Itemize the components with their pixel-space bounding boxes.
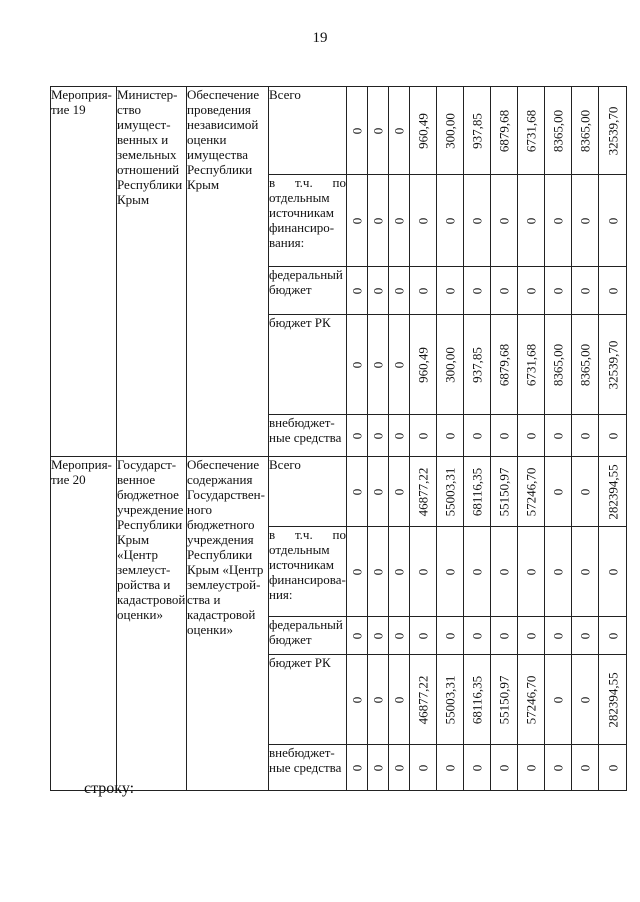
value-cell xyxy=(572,267,599,315)
value-cell xyxy=(491,527,518,617)
value-text: 0 xyxy=(523,632,539,639)
value-cell xyxy=(545,175,572,267)
funding-source-label: федеральный бюджет xyxy=(269,617,347,655)
value-cell xyxy=(464,267,491,315)
table-row xyxy=(51,457,627,527)
executor-cell: Государст-венное бюджетное учреждение Республики Крым «Центр землеуст-ройства и кадастровой оценки» xyxy=(117,457,187,791)
value-text: 6731,68 xyxy=(523,343,539,386)
value-text: 0 xyxy=(550,488,566,495)
value-text: 8365,00 xyxy=(550,343,566,386)
value-cell xyxy=(389,315,410,415)
value-cell xyxy=(545,527,572,617)
value-cell xyxy=(368,315,389,415)
value-cell xyxy=(599,655,627,745)
value-cell xyxy=(599,315,627,415)
value-cell xyxy=(389,617,410,655)
value-cell xyxy=(368,655,389,745)
value-cell xyxy=(389,655,410,745)
funding-source-label: бюджет РК xyxy=(269,655,347,745)
value-text: 960,49 xyxy=(415,112,431,149)
value-text: 960,49 xyxy=(415,346,431,383)
value-text: 0 xyxy=(523,568,539,575)
value-text: 0 xyxy=(370,696,386,703)
value-text: 0 xyxy=(496,568,512,575)
value-text: 282394,55 xyxy=(605,671,620,728)
value-cell xyxy=(518,315,545,415)
value-cell xyxy=(437,175,464,267)
value-text: 0 xyxy=(550,217,566,224)
value-cell xyxy=(410,527,437,617)
value-cell xyxy=(518,745,545,791)
value-text: 282394,55 xyxy=(605,463,620,520)
value-text: 300,00 xyxy=(442,346,458,383)
value-text: 937,85 xyxy=(469,346,485,383)
value-cell xyxy=(437,87,464,175)
value-text: 55150,97 xyxy=(496,467,512,516)
value-cell xyxy=(491,415,518,457)
value-text: 0 xyxy=(577,696,593,703)
value-cell xyxy=(545,315,572,415)
value-cell xyxy=(518,415,545,457)
value-text: 0 xyxy=(605,217,620,224)
value-cell xyxy=(368,745,389,791)
value-text: 0 xyxy=(442,568,458,575)
funding-source-label: федеральный бюджет xyxy=(269,267,347,315)
value-text: 0 xyxy=(370,764,386,771)
value-text: 0 xyxy=(391,764,407,771)
executor-cell: Министер-ство имущест-венных и земельных отношений Республики Крым xyxy=(117,87,187,457)
value-text: 0 xyxy=(391,127,407,134)
value-cell xyxy=(410,655,437,745)
value-text: 8365,00 xyxy=(550,109,566,152)
value-cell xyxy=(518,527,545,617)
value-cell xyxy=(518,655,545,745)
value-text: 0 xyxy=(577,568,593,575)
value-text: 0 xyxy=(550,632,566,639)
value-text: 0 xyxy=(523,287,539,294)
value-cell xyxy=(368,175,389,267)
value-cell xyxy=(389,87,410,175)
value-text: 55003,31 xyxy=(442,467,458,516)
value-cell xyxy=(347,175,368,267)
value-text: 46877,22 xyxy=(415,675,431,724)
value-text: 0 xyxy=(577,488,593,495)
funding-source-label: внебюджет-ные средства xyxy=(269,745,347,791)
value-text: 0 xyxy=(550,287,566,294)
value-cell xyxy=(389,415,410,457)
page-number: 19 xyxy=(312,30,328,46)
footer-text: строку: xyxy=(84,780,135,797)
value-text: 0 xyxy=(496,764,512,771)
value-text: 0 xyxy=(469,568,485,575)
value-cell xyxy=(518,457,545,527)
value-text: 6731,68 xyxy=(523,109,539,152)
value-text: 6879,68 xyxy=(496,109,512,152)
value-text: 32539,70 xyxy=(605,106,620,155)
value-text: 0 xyxy=(370,568,386,575)
value-cell xyxy=(464,617,491,655)
value-text: 0 xyxy=(469,287,485,294)
value-cell xyxy=(410,87,437,175)
value-cell xyxy=(437,527,464,617)
value-cell xyxy=(545,745,572,791)
value-text: 0 xyxy=(349,488,365,495)
value-text: 0 xyxy=(415,632,431,639)
value-cell xyxy=(464,457,491,527)
value-text: 0 xyxy=(442,764,458,771)
value-cell xyxy=(518,87,545,175)
value-cell xyxy=(464,175,491,267)
value-cell xyxy=(572,527,599,617)
value-cell xyxy=(347,415,368,457)
value-cell xyxy=(491,655,518,745)
value-cell xyxy=(599,87,627,175)
value-text: 8365,00 xyxy=(577,109,593,152)
value-text: 0 xyxy=(442,632,458,639)
value-text: 0 xyxy=(550,696,566,703)
value-cell xyxy=(491,175,518,267)
funding-source-label: внебюджет-ные средства xyxy=(269,415,347,457)
value-cell xyxy=(545,87,572,175)
value-text: 0 xyxy=(415,287,431,294)
value-text: 0 xyxy=(442,432,458,439)
value-cell xyxy=(437,267,464,315)
value-text: 0 xyxy=(349,432,365,439)
value-cell xyxy=(347,267,368,315)
value-cell xyxy=(518,267,545,315)
description-cell: Обеспечение содержания Государствен-ного бюджетного учреждения Республики Крым «Центр землеустрой-ства и кадастровой оценки» xyxy=(187,457,269,791)
value-cell xyxy=(410,267,437,315)
value-text: 0 xyxy=(349,361,365,368)
value-text: 0 xyxy=(370,432,386,439)
value-text: 0 xyxy=(469,632,485,639)
event-cell: Мероприя-тие 19 xyxy=(51,87,117,457)
value-cell xyxy=(599,175,627,267)
value-text: 0 xyxy=(577,764,593,771)
value-text: 0 xyxy=(523,217,539,224)
value-text: 0 xyxy=(349,287,365,294)
value-cell xyxy=(368,527,389,617)
value-cell xyxy=(491,87,518,175)
value-cell xyxy=(464,415,491,457)
value-cell xyxy=(464,87,491,175)
value-text: 0 xyxy=(370,488,386,495)
value-cell xyxy=(572,655,599,745)
value-cell xyxy=(545,457,572,527)
value-cell xyxy=(389,267,410,315)
value-cell xyxy=(572,175,599,267)
value-text: 0 xyxy=(577,632,593,639)
value-text: 0 xyxy=(391,287,407,294)
value-text: 0 xyxy=(391,696,407,703)
value-text: 0 xyxy=(391,432,407,439)
value-text: 68116,35 xyxy=(469,467,485,516)
value-cell xyxy=(599,267,627,315)
value-text: 0 xyxy=(415,217,431,224)
value-text: 937,85 xyxy=(469,112,485,149)
value-text: 55150,97 xyxy=(496,675,512,724)
value-text: 0 xyxy=(605,632,620,639)
value-cell xyxy=(347,617,368,655)
value-cell xyxy=(389,745,410,791)
value-cell xyxy=(410,415,437,457)
value-cell xyxy=(347,457,368,527)
value-cell xyxy=(464,315,491,415)
program-table xyxy=(50,86,627,791)
value-cell xyxy=(464,655,491,745)
value-cell xyxy=(572,745,599,791)
value-cell xyxy=(368,267,389,315)
value-cell xyxy=(599,617,627,655)
value-text: 0 xyxy=(577,432,593,439)
value-cell xyxy=(545,617,572,655)
value-text: 300,00 xyxy=(442,112,458,149)
value-cell xyxy=(464,745,491,791)
value-cell xyxy=(368,457,389,527)
value-cell xyxy=(347,745,368,791)
value-text: 0 xyxy=(605,287,620,294)
value-cell xyxy=(545,267,572,315)
value-cell xyxy=(437,617,464,655)
value-cell xyxy=(545,655,572,745)
value-text: 57246,70 xyxy=(523,467,539,516)
value-cell xyxy=(572,457,599,527)
value-text: 0 xyxy=(577,217,593,224)
description-cell: Обеспечение проведения независимой оценки имущества Республики Крым xyxy=(187,87,269,457)
table-row xyxy=(51,87,627,175)
value-cell xyxy=(347,315,368,415)
value-cell xyxy=(599,457,627,527)
value-text: 0 xyxy=(349,568,365,575)
value-cell xyxy=(389,457,410,527)
value-text: 0 xyxy=(391,568,407,575)
value-cell xyxy=(599,415,627,457)
value-text: 8365,00 xyxy=(577,343,593,386)
value-text: 0 xyxy=(469,764,485,771)
value-cell xyxy=(572,415,599,457)
value-cell xyxy=(437,655,464,745)
funding-source-label: в т.ч. по отдельным источникам финансиро-вания: xyxy=(269,175,347,267)
value-text: 0 xyxy=(415,568,431,575)
value-text: 0 xyxy=(496,287,512,294)
value-cell xyxy=(347,527,368,617)
value-text: 6879,68 xyxy=(496,343,512,386)
value-text: 0 xyxy=(349,632,365,639)
value-cell xyxy=(410,617,437,655)
value-cell xyxy=(491,617,518,655)
value-cell xyxy=(347,655,368,745)
value-text: 0 xyxy=(370,632,386,639)
value-text: 0 xyxy=(523,432,539,439)
value-cell xyxy=(389,527,410,617)
value-cell xyxy=(368,87,389,175)
value-cell xyxy=(518,617,545,655)
value-text: 0 xyxy=(370,287,386,294)
value-text: 0 xyxy=(370,361,386,368)
value-text: 0 xyxy=(415,764,431,771)
value-cell xyxy=(599,745,627,791)
value-cell xyxy=(410,457,437,527)
value-text: 0 xyxy=(349,217,365,224)
value-cell xyxy=(437,745,464,791)
value-cell xyxy=(347,87,368,175)
value-text: 0 xyxy=(605,764,620,771)
value-text: 46877,22 xyxy=(415,467,431,516)
event-cell: Мероприя-тие 20 xyxy=(51,457,117,791)
value-cell xyxy=(518,175,545,267)
value-text: 0 xyxy=(391,361,407,368)
value-text: 0 xyxy=(391,217,407,224)
value-text: 0 xyxy=(442,217,458,224)
value-text: 0 xyxy=(550,432,566,439)
value-cell xyxy=(410,175,437,267)
value-text: 0 xyxy=(415,432,431,439)
value-cell xyxy=(491,315,518,415)
value-text: 0 xyxy=(349,764,365,771)
value-text: 0 xyxy=(349,127,365,134)
value-cell xyxy=(437,457,464,527)
value-cell xyxy=(437,415,464,457)
value-cell xyxy=(437,315,464,415)
value-cell xyxy=(491,267,518,315)
funding-source-label: в т.ч. по отдельным источникам финансирова-ния: xyxy=(269,527,347,617)
value-text: 0 xyxy=(469,217,485,224)
value-text: 0 xyxy=(496,217,512,224)
value-cell xyxy=(491,745,518,791)
value-text: 0 xyxy=(605,432,620,439)
value-cell xyxy=(599,527,627,617)
value-text: 68116,35 xyxy=(469,675,485,724)
value-cell xyxy=(389,175,410,267)
value-cell xyxy=(464,527,491,617)
value-text: 57246,70 xyxy=(523,675,539,724)
value-text: 0 xyxy=(496,432,512,439)
value-cell xyxy=(368,415,389,457)
funding-source-label: бюджет РК xyxy=(269,315,347,415)
value-text: 0 xyxy=(605,568,620,575)
value-cell xyxy=(545,415,572,457)
value-text: 0 xyxy=(550,764,566,771)
value-text: 0 xyxy=(442,287,458,294)
value-cell xyxy=(368,617,389,655)
value-text: 0 xyxy=(391,632,407,639)
value-text: 0 xyxy=(469,432,485,439)
value-cell xyxy=(572,315,599,415)
value-cell xyxy=(410,745,437,791)
value-text: 0 xyxy=(370,217,386,224)
value-text: 0 xyxy=(550,568,566,575)
value-text: 0 xyxy=(496,632,512,639)
value-text: 0 xyxy=(349,696,365,703)
value-cell xyxy=(410,315,437,415)
value-text: 0 xyxy=(523,764,539,771)
value-text: 0 xyxy=(577,287,593,294)
value-text: 0 xyxy=(370,127,386,134)
funding-source-label: Всего xyxy=(269,457,347,527)
value-cell xyxy=(572,617,599,655)
value-text: 0 xyxy=(391,488,407,495)
funding-source-label: Всего xyxy=(269,87,347,175)
value-text: 55003,31 xyxy=(442,675,458,724)
value-text: 32539,70 xyxy=(605,340,620,389)
value-cell xyxy=(572,87,599,175)
value-cell xyxy=(491,457,518,527)
